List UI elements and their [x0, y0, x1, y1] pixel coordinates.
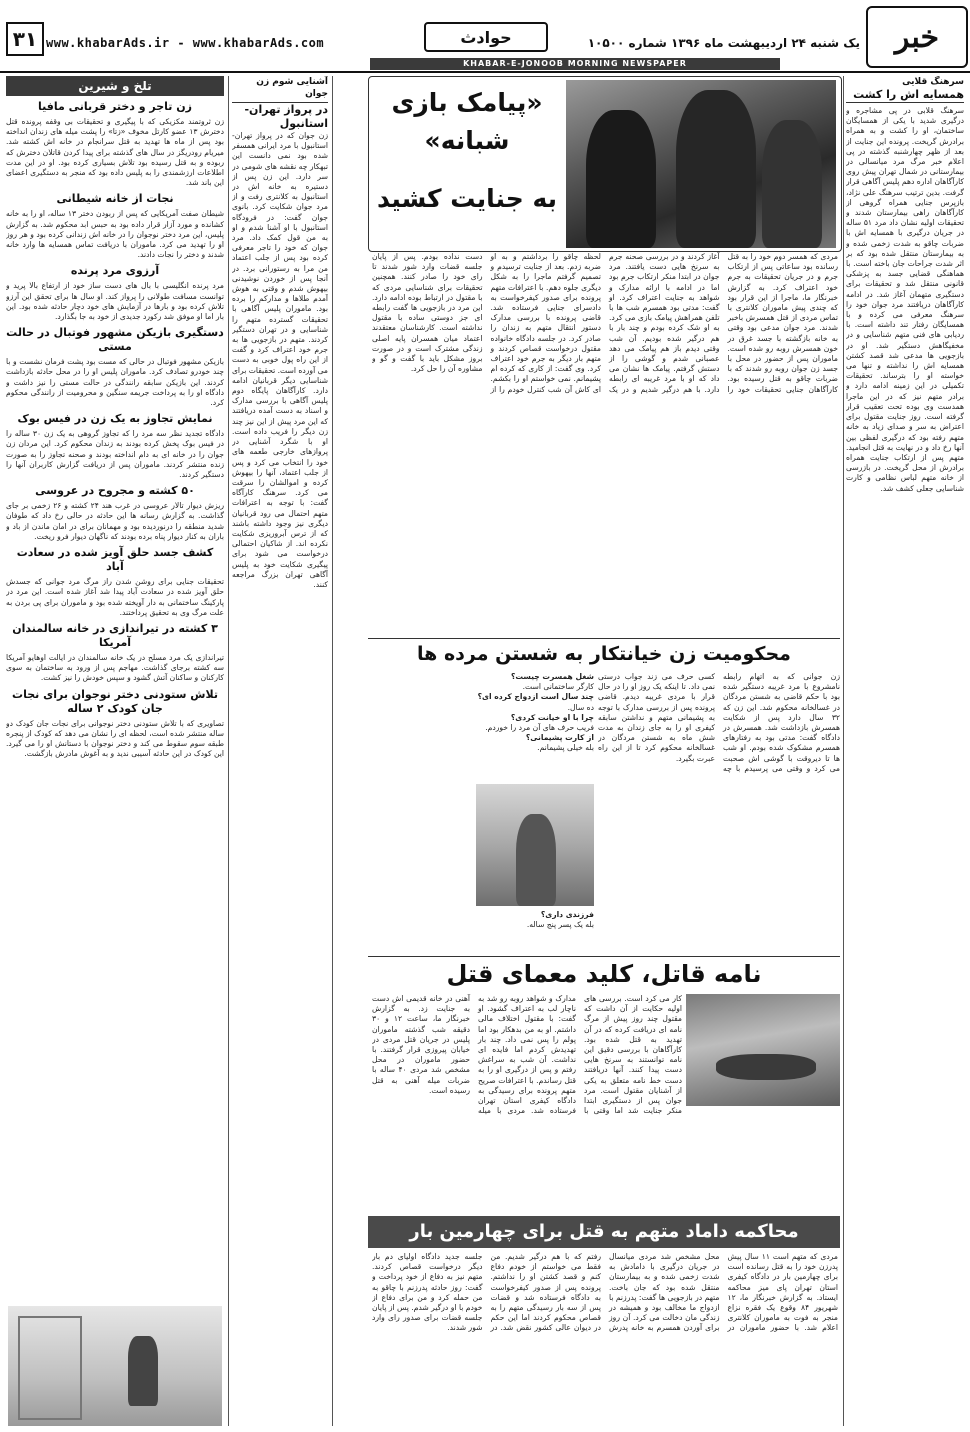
- story-title: در پرواز تهران-استانبول: [244, 103, 328, 130]
- masthead: [0, 0, 970, 72]
- news-title: کشف جسد حلق آویز شده در سعادت آباد: [16, 546, 214, 574]
- page-number: ۳۱: [6, 22, 44, 56]
- news-body: تیراندازی یک مرد مسلح در یک خانه سالمندان در ایالت اوهایو آمریکا سه کشته برجای گذاشت. مهاجم پس از ورود به ساختمان به سوی کارکنان و ساکنان آتش گشود و سپس خودش را نیز کشت.: [6, 652, 224, 683]
- story-kicker: سرهنگ قلایی: [902, 77, 964, 87]
- arrest-photo: [566, 80, 836, 248]
- news-title: تلاش ستودنی دختر نوجوان برای نجات جان کودک ۲ ساله: [12, 687, 218, 715]
- story-body: مردی که متهم است ۱۱ سال پیش پدرزن خود را به قتل رسانده است برای چهارمین بار در دادگاه کیفری استان تهران پای میز محاکمه ایستاد. به گزارش خبرنگار ما، ۱۲ شهریور ۸۴ وقوع یک فقره نزاع منجر به فوت به ماموران کلانتری اعلام شد. با حضور ماموران در محل مشخص شد مردی میانسال در جریان درگیری با دامادش به شدت زخمی شده و به بیمارستان منتقل شده بود که جان باخت. متهم در بازجویی ها گفت: پدرزنم با ازدواج ما مخالف بود و همیشه در زندگی مان دخالت می کرد. آن روز برای آوردن همسرم به خانه پدرش رفتم که با هم درگیر شدیم. من فقط می خواستم از خودم دفاع کنم و قصد کشتن او را نداشتم. پرونده پس از صدور کیفرخواست به دادگاه فرستاده شد و قضات پس از سه بار رسیدگی متهم را به قصاص محکوم کردند اما این حکم در دیوان عالی کشور نقض شد. در جلسه جدید دادگاه اولیای دم بار دیگر درخواست قصاص کردند. متهم نیز به دفاع از خود پرداخت و گفت: روز حادثه پدرزنم با چاقو به من حمله کرد و من برای دفاع از خودم با او درگیر شدم. پس از پایان جلسه قضات برای صدور رای وارد شور شدند.: [372, 1252, 838, 1333]
- news-body: دادگاه تجدید نظر سه مرد را که تجاوز گروهی به یک زن ۳۰ ساله را در فیس بوک پخش کرده بودند به زندان محکوم کرد. این مردان زن جوان را در خانه ای به دام انداخته بودند و صحنه تجاوز را به صورت زنده منتشر کردند. ماموران پس از دریافت گزارش کاربران آنها را دستگیر کردند.: [6, 429, 224, 480]
- news-body: ریزش دیوار تالار عروسی در غرب هند ۲۴ کشته و ۲۶ زخمی بر جای گذاشت. به گزارش رسانه ها این حادثه در حالی رخ داد که طوفان شدید منطقه را درنوردیده بود و مهمانان برای در امان ماندن از باد و باران به کنار دیوار پناه برده بودند که ناگهان دیوار فرو ریخت.: [6, 501, 224, 541]
- story-body-block: [372, 1252, 838, 1426]
- covered-body: [716, 1054, 816, 1080]
- crime-scene-photo: [686, 994, 840, 1106]
- lead-story-title: [376, 84, 558, 244]
- column-divider: [843, 76, 844, 1426]
- story-title: محاکمه داماد متهم به قتل برای چهارمین بار: [368, 1216, 840, 1248]
- news-title: دستگیری بازیکن مشهور فوتبال در حالت مستی: [6, 326, 224, 354]
- window-frame: [18, 1316, 82, 1420]
- lead-story-body: [372, 252, 838, 636]
- story-body: مردی که همسر دوم خود را به قتل رسانده بود ساعاتی پس از ارتکاب جرم و در جریان تحقیقات به جرم خود اعتراف کرد. به گزارش خبرنگار ما، ماجرا از این قرار بود که چندی پیش ماموران کلانتری با تماس مردی از قتل همسرش باخبر شدند. مرد جوان مدعی بود وقتی به خانه بازگشته با جسد غرق در خون همسرش روبه رو شده است. ماموران پس از حضور در محل با جسد زن جوان روبه رو شدند که با ضربات چاقو به قتل رسیده بود. کارآگاهان جنایی تحقیقات خود را آغاز کردند و در بررسی صحنه جرم به سرنخ هایی دست یافتند. مرد جوان در ابتدا منکر ارتکاب جرم بود اما در ادامه با ارائه مدارک و شواهد به جنایت اعتراف کرد. او گفت: مدتی بود همسرم شب ها با تلفن همراهش پیامک بازی می کرد. به او شک کرده بودم و چند بار با هم درگیر شده بودیم. آن شب وقتی دیدم باز هم پیامک می دهد عصبانی شدم و گوشی را از دستش گرفتم. پیامک ها نشان می داد که او با مرد غریبه ای رابطه دارد. با هم درگیر شدیم و در یک لحظه چاقو را برداشتم و به او ضربه زدم. بعد از جنایت ترسیدم و تصمیم گرفتم ماجرا را به شکل دیگری جلوه دهم. با اعترافات متهم پرونده برای صدور کیفرخواست به دادسرای جنایی فرستاده شد. قاضی پرونده با بررسی مدارک دستور انتقال متهم به زندان را صادر کرد. در جلسه دادگاه خانواده مقتول درخواست قصاص کردند و متهم بار دیگر به جرم خود اعتراف کرد. وی گفت: از کاری که کرده ام پشیمانم. نمی خواستم او را بکشم. ای کاش آن شب کنترل خودم را از دست نداده بودم. پس از پایان جلسه قضات وارد شور شدند تا رای خود را صادر کنند. همچنین تحقیقات برای شناسایی مردی که با مقتول در ارتباط بوده ادامه دارد. این مرد در بازجویی ها گفت رابطه ای جز دوستی ساده با مقتول نداشته است. کارشناسان معتقدند اعتماد میان همسران پایه اصلی زندگی مشترک است و در صورت بروز مشکل باید با گفت و گو و مشاوره آن را حل کرد.: [372, 252, 838, 394]
- news-body: مرد پرنده انگلیسی با بال های دست ساز خود از ارتفاع بالا پرید و توانست مسافت طولانی را پرواز کند. او سال ها برای تحقق این آرزو تلاش کرده بود و بارها در آزمایش های خود دچار حادثه شده بود. این بار اما او موفق شد رکورد جدیدی از خود به جا بگذارد.: [6, 281, 224, 322]
- news-title: آرزوی مرد پرنده: [70, 264, 160, 278]
- qa-line: چند سال است ازدواج کرده ای؟: [477, 692, 594, 702]
- qa-line: شغل همسرت چیست؟: [510, 672, 594, 681]
- news-body: تصاویری که با تلاش ستودنی دختر نوجوانی برای نجات جان کودک دو ساله منتشر شده است، لحظه ای را نشان می دهد که کودک از پنجره طبقه سوم سقوط می کند و دختر نوجوان با دستانش او را می گیرد. این کودک در این حادثه آسیبی ندید و به آغوش مادرش بازگشت.: [6, 718, 224, 759]
- person-figure: [762, 120, 822, 248]
- news-body: زن ثروتمند مکزیکی که با پیگیری و تحقیقات بی وقفه پرونده قتل دخترش ۱۳ عضو کارتل مخوف «زتا» را پشت میله های زندان انداخته بود پس از ماه ها تهدید به قتل سرانجام در خانه اش کشته شد. میریام رودریگز در سال های گذشته برای پیدا کردن قاتلان دخترش که ربوده و به قتل رسیده بود تلاش بسیاری کرده بود. او در این مدت اطلاعات ارزشمندی را به پلیس داده بود که منجر به دستگیری اعضای این باند شد.: [6, 117, 224, 188]
- column-divider: [228, 76, 229, 1426]
- news-title: نمایش تجاوز به یک زن در فیس بوک: [17, 412, 213, 426]
- news-body: تحقیقات جنایی برای روشن شدن راز مرگ مرد جوانی که جسدش حلق آویز شده در سعادت آباد پیدا شد آغاز شده است. این مرد در پارکینگ ساختمانی به دار آویخته شده بود و ماموران برای پی بردن به علت مرگ وی به تحقیق پرداختند.: [6, 577, 224, 617]
- header-divider: [0, 71, 970, 73]
- qa-line: چرا با او خیانت کردی؟: [510, 712, 594, 722]
- news-title: ۵۰ کشته و مجروح در عروسی: [35, 484, 195, 498]
- section-title: حوادث: [424, 22, 548, 52]
- dateline: یک شنبه ۲۴ اردیبهشت ماه ۱۳۹۶ شماره ۱۰۵۰۰: [587, 36, 860, 50]
- title-line: «پیامک بازی شبانه»: [391, 88, 543, 155]
- side-story-column: [232, 76, 328, 1426]
- qa-line: فرزندی داری؟: [540, 910, 594, 919]
- newspaper-logo: خبر: [866, 6, 968, 68]
- story-title: نامه قاتل، کلید معمای قتل: [368, 956, 840, 991]
- news-body: بازیکن مشهور فوتبال در حالی که مست بود پشت فرمان نشست و با چند خودرو تصادف کرد. ماموران پلیس او را در محل حادثه بازداشت کردند. این بازیکن سابقه رانندگی در حالت مستی را نیز داشت و دادگاه او را به پرداخت جریمه سنگین و محرومیت از رانندگی محکوم کرد.: [6, 357, 224, 408]
- story-body: زن جوانی که به اتهام رابطه نامشروع با مرد غریبه دستگیر شده بود با حکم قاضی به شستن مردگان در غسالخانه محکوم شد. این زن که ۳۲ سال دارد پس از شکایت همسرش بازداشت شد. همسرش در دادگاه گفت: مدتی بود به رفتارهای همسرم مشکوک شده بودم. او شب ها تا دیروقت با گوشی اش صحبت می کرد و وقتی می پرسیدم با چه کسی حرف می زند جواب درستی نمی داد. تا اینکه یک روز او را در حال قرار با مردی غریبه دیدم. قاضی پرونده پس از بررسی مدارک با توجه به پشیمانی متهم و نداشتن سابقه کیفری او را به جای زندان به مدت شش ماه به شستن مردگان در غسالخانه محکوم کرد تا از این راه عبرت بگیرد.: [598, 672, 840, 773]
- right-story-column: [846, 76, 964, 1426]
- news-title: نجات از خانه شیطانی: [56, 192, 174, 206]
- column-header: تلخ و شیرین: [6, 76, 224, 96]
- story-body: سرهنگ قلابی در پی مشاجره و درگیری شدید با یکی از همسایگان ساختمان، او را کشت و به همراه برادرش گریخت. پرونده این جنایت از بعد از ظهر چهارشنبه گذشته در پی اعلام خبر مرگ مرد میانسالی در بیمارستانی در شمال تهران پیش روی کارآگاهان اداره دهم پلیس آگاهی قرار گرفت. بدین ترتیب سرهنگ علی نژاد، بازپرس جنایی همراه گروهی از کارآگاهان راهی بیمارستان شدند و تحقیقات اولیه نشان داد مرد ۵۱ ساله در جریان درگیری با همسایه اش با ضربات چاقو به شدت زخمی شده و به بیمارستان منتقل شده بود که بر اثر شدت جراحات جان باخته است. با هماهنگی قضایی جسد به پزشکی قانونی منتقل شد و تحقیقات برای دستگیری متهمان آغاز شد. در ادامه کارآگاهان دریافتند مرد جوان خود را سرهنگ معرفی می کرده و با همسایگان رفتار تند داشته است. با ردیابی های فنی متهم شناسایی و در مخفیگاهش دستگیر شد. او در بازجویی ها مدعی شد قصد کشتن همسایه اش را نداشته و تنها می خواسته او را بترساند. تحقیقات تکمیلی در این زمینه ادامه دارد و برادر متهم نیز که در این ماجرا همدست وی بوده تحت تعقیب قرار گرفته است. روز جنایت مقتول برای اعتراض به سر و صدای زیاد به خانه متهم رفته بود که درگیری لفظی بین آنها رخ داد و در نهایت به قتل انجامید. متهم پس از ارتکاب جنایت همراه برادرش از محل گریخت. در بازرسی از خانه متهم لباس نظامی و کارت شناسایی جعلی کشف شد.: [846, 106, 964, 493]
- story-body-block: [372, 994, 682, 1212]
- qa-line: فریب حرف های آن مرد را خوردم.: [485, 723, 594, 733]
- qa-line: بله خیلی پشیمانم.: [537, 743, 594, 753]
- courtroom-photo: [476, 784, 594, 906]
- column-divider: [332, 76, 333, 1426]
- qa-line: بله یک پسر پنج ساله.: [526, 920, 594, 930]
- rescue-photo: [8, 1306, 222, 1426]
- person-figure: [516, 814, 556, 906]
- news-title: زن تاجر و دختر قربانی مافیا: [38, 100, 192, 113]
- person-figure: [128, 1336, 158, 1406]
- qa-line: از کارت پشیمانی؟: [525, 733, 594, 743]
- qa-line: ده سال.: [567, 702, 594, 712]
- interview-block: [372, 910, 594, 952]
- story-body: کار می کرد است. بررسی های اولیه حکایت از آن داشت که مقتول چند روز پیش از مرگ نامه ای دریافت کرده که در آن تهدید به قتل شده بود. کارآگاهان با بررسی دقیق این نامه توانستند به سرنخ هایی دست پیدا کنند. آنها دریافتند دست خط نامه متعلق به یکی از آشنایان مقتول است. مرد جوان پس از دستگیری ابتدا منکر جنایت شد اما وقتی با مدارک و شواهد روبه رو شد به ناچار لب به اعتراف گشود. او گفت: با مقتول اختلاف مالی داشتم. او به من بدهکار بود اما پولم را پس نمی داد. چند بار تهدیدش کردم اما فایده ای نداشت. آن شب به سراغش رفتم و پس از درگیری او را به قتل رساندم. با اعترافات صریح متهم پرونده برای رسیدگی به دادگاه کیفری استان تهران فرستاده شد. مردی با میله آهنی در خانه قدیمی اش دست به جنایت زد. به گزارش خبرنگار ما، ساعت ۱۲ و ۳۰ دقیقه شب گذشته ماموران پلیس در جریان قتل مردی در خیابان پیروزی قرار گرفتند. با حضور ماموران در محل مشخص شد مردی ۴۰ ساله با ضربات میله آهنی به قتل رسیده است.: [372, 994, 682, 1116]
- website-url[interactable]: www.khabarAds.ir - www.khabarAds.com: [46, 36, 325, 50]
- news-title: ۳ کشته در تیراندازی در خانه سالمندان آمریکا: [12, 621, 218, 649]
- qa-line: کارگر ساختمانی است.: [522, 682, 594, 692]
- story-title: همسایه اش را کشت: [846, 88, 964, 103]
- masthead-strip: KHABAR-E-JONOOB MORNING NEWSPAPER: [370, 58, 780, 70]
- person-figure: [676, 90, 756, 248]
- story-body: زن جوان که در پرواز تهران-استانبول با مرد ایرانی همسفر شده بود نمی دانست این تبهکار چه نقشه های شومی در سر دارد. این زن پس از دستیره به خانه اش در استانبول به کلانتری رفت و از مرد جوان شکایت کرد. بانوی جوان گفت: در فرودگاه استانبول با او آشنا شدم و او به من قول کمک داد. مرد جوان که خود را تاجر معرفی کرده بود پس از جلب اعتماد من مرا به رستورانی برد. در آنجا پس از خوردن نوشیدنی بیهوش شدم و وقتی به هوش آمدم طلاها و مدارکم را برده بود. ماموران پلیس آگاهی با تحقیقات گسترده متهم را شناسایی و در تهران دستگیر کردند. متهم در بازجویی ها به جرم خود اعتراف کرد و گفت از این راه پول خوبی به دست می آورده است. تحقیقات برای شناسایی دیگر قربانیان ادامه دارد. کارآگاهان پایگاه دوم پلیس آگاهی با بررسی مدارک و اسناد به دست آمده دریافتند که این مرد پیش از این نیز چند زن دیگر را فریب داده است. او با شگرد آشنایی در پروازهای خارجی طعمه های خود را انتخاب می کرد و پس از جلب اعتماد، آنها را بیهوش کرده و اموالشان را سرقت می کرد. سرهنگ کارآگاه گفت: با توجه به اعترافات متهم احتمال می رود قربانیان دیگری نیز وجود داشته باشند که از ترس آبروریزی شکایت نکرده اند. از شاکیان احتمالی درخواست می شود برای پیگیری شکایت خود به پلیس آگاهی تهران بزرگ مراجعه کنند.: [232, 131, 328, 589]
- news-body: شیطان صفت آمریکایی که پس از ربودن دختر ۱۳ ساله، او را به خانه کشانده و مورد آزار قرار داده بود به حبس ابد محکوم شد. به گزارش پلیس، این مرد دختر نوجوان را در خانه اش زندانی کرده بود و هر روز او را تهدید می کرد. ماموران با دریافت تماس همسایه ها وارد خانه شدند و دختر را نجات دادند.: [6, 209, 224, 260]
- interview-block: [372, 672, 594, 780]
- person-figure: [586, 110, 656, 248]
- story-body-block: [598, 672, 840, 952]
- title-line: به جنایت کشید: [376, 184, 558, 213]
- story-kicker: آشنایی شوم زن جوان: [232, 76, 328, 103]
- story-title: محکومیت زن خیانتکار به شستن مرده ها: [368, 638, 840, 669]
- short-news-column: [6, 76, 224, 1426]
